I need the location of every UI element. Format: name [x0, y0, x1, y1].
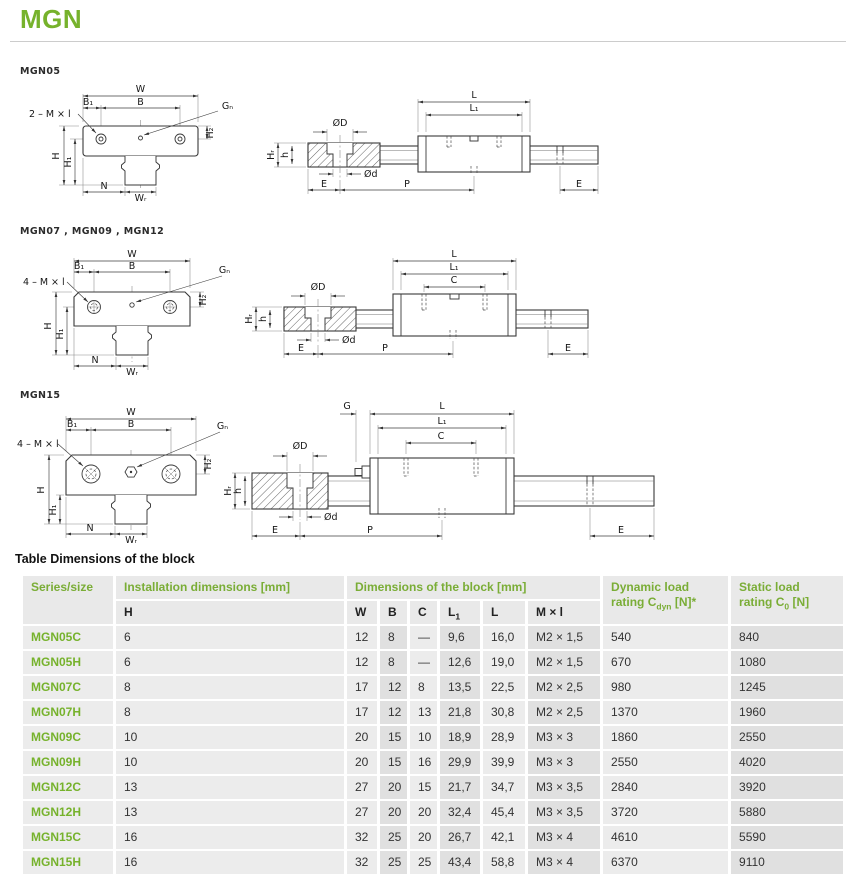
cell-l: 22,5 — [483, 676, 525, 699]
dim-label-e2: E — [617, 525, 625, 536]
cell-l1: 13,5 — [440, 676, 480, 699]
table-row — [23, 676, 843, 699]
col-header-dims: Dimensions of the block [mm] — [347, 576, 600, 599]
cell-c: 16 — [410, 751, 437, 774]
mgn15-side-view-drawing — [223, 396, 658, 546]
grease-port — [450, 294, 459, 299]
table-row — [23, 626, 843, 649]
cell-l: 34,7 — [483, 776, 525, 799]
grease-nipple — [362, 466, 370, 478]
dim-label-p: P — [382, 343, 388, 354]
cell-w: 20 — [347, 726, 377, 749]
cell-series: MGN07H — [23, 701, 113, 724]
mgn15-cross-section-drawing — [16, 400, 236, 545]
dim-label-h: H — [36, 486, 47, 494]
dim-label-w: W — [126, 407, 136, 418]
cell-c0: 5590 — [731, 826, 843, 849]
cell-l1: 21,7 — [440, 776, 480, 799]
cell-c: 25 — [410, 851, 437, 874]
cell-cdyn: 6370 — [603, 851, 728, 874]
dim-label-l: L — [451, 249, 457, 260]
cell-b: 20 — [380, 776, 407, 799]
cell-mxl: M3 × 3,5 — [528, 801, 600, 824]
cell-w: 20 — [347, 751, 377, 774]
cell-l: 58,8 — [483, 851, 525, 874]
cell-l1: 9,6 — [440, 626, 480, 649]
cell-l: 28,9 — [483, 726, 525, 749]
dim-label-l1: L₁ — [437, 416, 447, 427]
cell-l1: 43,4 — [440, 851, 480, 874]
cell-mxl: M3 × 3 — [528, 726, 600, 749]
rail-outline — [122, 156, 160, 185]
cell-w: 17 — [347, 701, 377, 724]
cell-c0: 840 — [731, 626, 843, 649]
cell-series: MGN15H — [23, 851, 113, 874]
mgn05-side-view-drawing — [268, 84, 608, 202]
dimensions-table — [20, 574, 846, 876]
dim-label-b1: B₁ — [66, 419, 78, 430]
cell-w: 17 — [347, 676, 377, 699]
dim-label-wr: Wᵣ — [125, 535, 137, 546]
col-header-dynamic — [603, 576, 728, 624]
dim-label-w: W — [127, 249, 137, 260]
mgn07-side-view-drawing — [244, 246, 598, 371]
drawing-caption-mgn07-09-12: MGN07 , MGN09 , MGN12 — [20, 226, 165, 237]
col-header-static — [731, 576, 843, 624]
dim-label-e1: E — [320, 179, 328, 190]
cell-c: 20 — [410, 801, 437, 824]
dim-label-od: ØD — [292, 441, 308, 452]
block-outline — [66, 455, 196, 495]
table-row — [23, 776, 843, 799]
table-row — [23, 801, 843, 824]
cell-mxl: M2 × 1,5 — [528, 626, 600, 649]
dim-label-h: H — [43, 322, 54, 330]
subheader-l1: $L_1$ — [440, 601, 480, 624]
cell-l: 42,1 — [483, 826, 525, 849]
cell-l: 16,0 — [483, 626, 525, 649]
dim-label-od: ØD — [332, 118, 348, 129]
dim-label-gn: Gₙ — [221, 101, 233, 112]
dim-label-h-small: h — [233, 487, 244, 495]
cell-c: 20 — [410, 826, 437, 849]
cell-l1: 18,9 — [440, 726, 480, 749]
cell-b: 8 — [380, 651, 407, 674]
cell-c0: 9110 — [731, 851, 843, 874]
static-load-line1: Static load — [739, 580, 800, 594]
cell-b: 12 — [380, 676, 407, 699]
cell-cdyn: 670 — [603, 651, 728, 674]
cell-w: 32 — [347, 826, 377, 849]
table-row — [23, 726, 843, 749]
dim-label-n: N — [100, 181, 108, 192]
cell-c: 15 — [410, 776, 437, 799]
grease-nipple-tip — [355, 469, 362, 476]
page-title: MGN — [20, 4, 83, 34]
cell-b: 25 — [380, 851, 407, 874]
cell-mxl: M3 × 3,5 — [528, 776, 600, 799]
dim-label-w: W — [135, 84, 146, 95]
cell-l1: 12,6 — [440, 651, 480, 674]
col-header-install: Installation dimensions [mm] — [116, 576, 344, 599]
dim-label-c: C — [437, 431, 445, 442]
dim-label-h2: H₂ — [205, 127, 216, 139]
subheader-b: B — [380, 601, 407, 624]
dim-label-od: ØD — [310, 282, 326, 293]
cell-cdyn: 980 — [603, 676, 728, 699]
dim-label-mxl: 2 – M × l — [29, 109, 71, 120]
cell-b: 25 — [380, 826, 407, 849]
cell-h: 13 — [116, 776, 344, 799]
drawing-caption-mgn15: MGN15 — [20, 390, 61, 401]
cell-h: 16 — [116, 826, 344, 849]
cell-w: 27 — [347, 776, 377, 799]
dim-label-h-small: h — [280, 151, 291, 159]
rail-outline — [113, 326, 152, 355]
mgn07-cross-section-drawing — [22, 242, 237, 377]
dim-label-h1: H₁ — [55, 328, 66, 340]
cell-cdyn: 1370 — [603, 701, 728, 724]
dim-label-e2: E — [575, 179, 583, 190]
table-title: Table Dimensions of the block — [15, 552, 195, 566]
cell-h: 10 — [116, 751, 344, 774]
dim-label-wr: Wᵣ — [126, 367, 138, 378]
cell-b: 15 — [380, 726, 407, 749]
cell-l: 45,4 — [483, 801, 525, 824]
dim-label-g: G — [343, 401, 351, 412]
cell-c: — — [410, 626, 437, 649]
table-row — [23, 851, 843, 874]
dim-label-e1: E — [297, 343, 305, 354]
dim-label-hr: Hᵣ — [266, 150, 277, 160]
dim-label-mxl: 4 – M × l — [17, 439, 59, 450]
dim-label-b1: B₁ — [82, 97, 94, 108]
subheader-c: C — [410, 601, 437, 624]
dim-label-b: B — [127, 419, 135, 430]
dynamic-load-line1: Dynamic load — [611, 580, 690, 594]
dim-label-b1: B₁ — [73, 261, 85, 272]
dim-label-h: H — [51, 152, 62, 160]
col-header-series: Series/size — [23, 576, 113, 624]
subheader-w: W — [347, 601, 377, 624]
cell-series: MGN09C — [23, 726, 113, 749]
dim-label-l: L — [471, 90, 477, 101]
cell-h: 16 — [116, 851, 344, 874]
cell-l: 30,8 — [483, 701, 525, 724]
cell-l: 39,9 — [483, 751, 525, 774]
dim-label-gn: Gₙ — [218, 265, 230, 276]
dim-label-p: P — [367, 525, 373, 536]
header-row-groups — [23, 576, 843, 599]
grease-port — [470, 136, 478, 141]
table-row — [23, 751, 843, 774]
dim-label-h2: H₂ — [203, 458, 214, 470]
cell-h: 10 — [116, 726, 344, 749]
dim-label-mxl: 4 – M × l — [23, 277, 65, 288]
cell-l: 19,0 — [483, 651, 525, 674]
cell-cdyn: 2550 — [603, 751, 728, 774]
cell-mxl: M3 × 4 — [528, 851, 600, 874]
cell-cdyn: 4610 — [603, 826, 728, 849]
cell-cdyn: 540 — [603, 626, 728, 649]
cell-c0: 5880 — [731, 801, 843, 824]
cell-series: MGN07C — [23, 676, 113, 699]
dim-label-l1: L₁ — [469, 103, 479, 114]
cell-l1: 21,8 — [440, 701, 480, 724]
cell-w: 32 — [347, 851, 377, 874]
rail-outline — [112, 495, 151, 524]
carriage-block — [370, 458, 514, 514]
cell-h: 13 — [116, 801, 344, 824]
dynamic-load-line2: rating $C_{dyn}$ [N]* — [611, 595, 697, 612]
dim-label-e1: E — [271, 525, 279, 536]
cell-h: 8 — [116, 676, 344, 699]
cell-series: MGN05C — [23, 626, 113, 649]
cell-cdyn: 1860 — [603, 726, 728, 749]
cell-mxl: M2 × 2,5 — [528, 701, 600, 724]
divider — [10, 41, 846, 42]
cell-series: MGN15C — [23, 826, 113, 849]
cell-c0: 2550 — [731, 726, 843, 749]
static-load-line2: rating $C_0$ [N] — [739, 595, 810, 612]
cell-c: — — [410, 651, 437, 674]
cell-c: 8 — [410, 676, 437, 699]
cell-mxl: M2 × 2,5 — [528, 676, 600, 699]
table-row — [23, 701, 843, 724]
dim-label-od2: Ød — [324, 512, 338, 523]
cell-cdyn: 3720 — [603, 801, 728, 824]
dim-label-c: C — [450, 275, 458, 286]
cell-b: 8 — [380, 626, 407, 649]
dim-label-od2: Ød — [342, 335, 356, 346]
table-row — [23, 651, 843, 674]
dim-label-e2: E — [564, 343, 572, 354]
subheader-l: L — [483, 601, 525, 624]
cell-cdyn: 2840 — [603, 776, 728, 799]
cell-c0: 1080 — [731, 651, 843, 674]
cell-mxl: M2 × 1,5 — [528, 651, 600, 674]
cell-h: 8 — [116, 701, 344, 724]
cell-b: 15 — [380, 751, 407, 774]
dim-label-h2: H₂ — [198, 294, 209, 306]
cell-w: 12 — [347, 626, 377, 649]
cell-b: 12 — [380, 701, 407, 724]
cell-mxl: M3 × 3 — [528, 751, 600, 774]
mgn05-cross-section-drawing — [28, 78, 238, 203]
cell-series: MGN12H — [23, 801, 113, 824]
cell-h: 6 — [116, 626, 344, 649]
dim-label-b: B — [137, 97, 144, 108]
cell-series: MGN09H — [23, 751, 113, 774]
dim-label-h1: H₁ — [63, 156, 74, 168]
cell-l1: 32,4 — [440, 801, 480, 824]
cell-l1: 26,7 — [440, 826, 480, 849]
carriage-block — [393, 294, 516, 336]
cell-l1: 29,9 — [440, 751, 480, 774]
cell-w: 12 — [347, 651, 377, 674]
cell-series: MGN05H — [23, 651, 113, 674]
cell-c0: 4020 — [731, 751, 843, 774]
dim-label-b: B — [128, 261, 136, 272]
cell-c0: 1245 — [731, 676, 843, 699]
subheader-mxl: M × l — [528, 601, 600, 624]
dim-label-h-small: h — [258, 315, 269, 323]
dim-label-h1: H₁ — [48, 504, 59, 516]
dim-label-od2: Ød — [364, 169, 378, 180]
cell-c: 13 — [410, 701, 437, 724]
subheader-h: H — [116, 601, 344, 624]
dim-label-n: N — [86, 523, 94, 534]
cell-series: MGN12C — [23, 776, 113, 799]
dim-label-hr: Hᵣ — [244, 314, 255, 324]
table-row — [23, 826, 843, 849]
dim-label-wr: Wᵣ — [134, 193, 147, 204]
dim-label-n: N — [91, 355, 99, 366]
dim-label-p: P — [404, 179, 410, 190]
cell-b: 20 — [380, 801, 407, 824]
drawing-caption-mgn05: MGN05 — [20, 66, 61, 77]
cell-h: 6 — [116, 651, 344, 674]
dim-label-l1: L₁ — [449, 262, 459, 273]
cell-c: 10 — [410, 726, 437, 749]
dim-label-gn: Gₙ — [216, 421, 228, 432]
dim-label-l: L — [439, 401, 445, 412]
cell-mxl: M3 × 4 — [528, 826, 600, 849]
dim-label-hr: Hᵣ — [223, 486, 234, 496]
cell-c0: 3920 — [731, 776, 843, 799]
cell-w: 27 — [347, 801, 377, 824]
cell-c0: 1960 — [731, 701, 843, 724]
